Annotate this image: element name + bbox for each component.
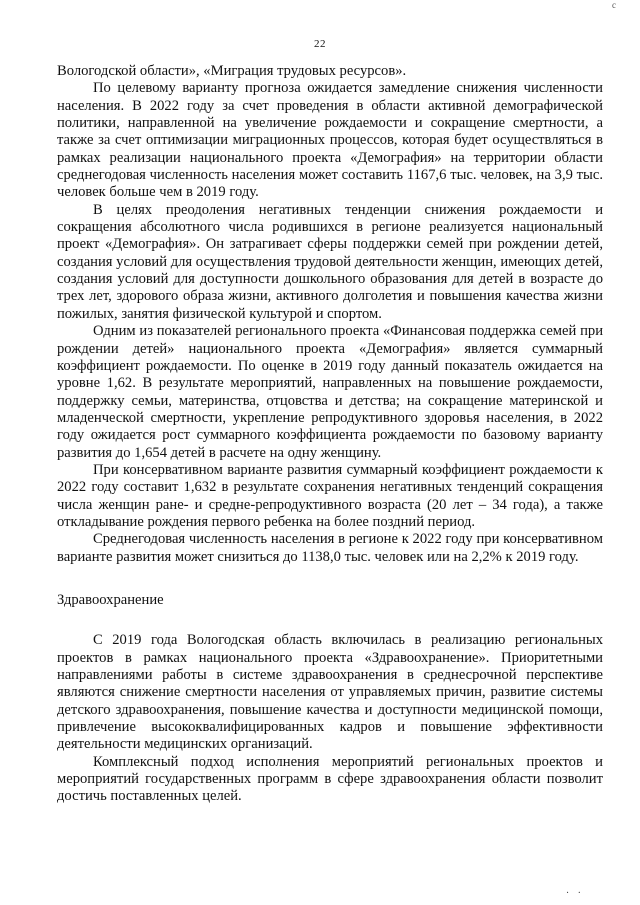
document-body <box>57 63 603 806</box>
paragraph-target-forecast: По целевому варианту прогноза ожидается замедление снижения численности населения. В 2022 году за счет проведения в области активной демографической политики, направленной на увеличение рождаемости и сокращение смертности, а также за счет оптимизации миграционных процессов, которая будет осуществляться в рамках реализации национального проекта «Демография» на территории области среднегодовая численность населения может составить 1167,6 тыс. человек, на 3,9 тыс. человек больше чем в 2019 году. <box>57 80 603 201</box>
paragraph-fertility-indicator: Одним из показателей регионального проекта «Финансовая поддержка семей при рождении детей» национального проекта «Демография» является суммарный коэффициент рождаемости. По оценке в 2019 году данный показатель ожидается на уровне 1,62. В результате мероприятий, направленных на повышение рождаемости, поддержку семьи, материнства, отцовства и детства; на сокращение материнской и младенческой смертности, укрепление репродуктивного здоровья населения, в 2022 году ожидается рост суммарного коэффициента рождаемости по базовому варианту развития до 1,654 детей в расчете на одну женщину. <box>57 323 603 461</box>
paragraph-continuation: Вологодской области», «Миграция трудовых ресурсов». <box>57 63 407 79</box>
paragraph-conservative-variant: При консервативном варианте развития суммарный коэффициент рождаемости к 2022 году составит 1,632 в результате сохранения негативных тенденций сокращения числа женщин ране- и средне-репродуктивного возраста (20 лет – 34 года), а также откладывание рождения первого ребенка на более поздний период. <box>57 461 603 530</box>
paragraph-healthcare-projects: С 2019 года Вологодская область включилась в реализацию региональных проектов в рамках национального проекта «Здравоохранение». Приоритетными направлениями работы в системе здравоохранения в среднесрочной перспективе являются снижение смертности населения от управляемых причин, развитие системы детского здравоохранения, повышение качества и доступности медицинской помощи, привлечение высококвалифицированных кадров и повышение эффективности деятельности медицинских организаций. <box>57 632 603 753</box>
paragraph-healthcare-approach: Комплексный подход исполнения мероприятий региональных проектов и мероприятий государственных программ в сфере здравоохранения области позволит достичь поставленных целей. <box>57 753 603 805</box>
paragraph-demography-project: В целях преодоления негативных тенденции снижения рождаемости и сокращения абсолютного числа родившихся в регионе реализуется национальный проект «Демография». Он затрагивает сферы поддержки семей при рождении детей, создания условий для осуществления трудовой деятельности женщин, имеющих детей, создания условий для доступности дошкольного образования для детей в возрасте до трех лет, здорового образа жизни, активного долголетия и повышения качества жизни пожилых, занятия физической культурой и спортом. <box>57 201 603 322</box>
paragraph-population-forecast: Среднегодовая численность населения в регионе к 2022 году при консервативном варианте развития может снизиться до 1138,0 тыс. человек или на 2,2% к 2019 году. <box>57 531 603 565</box>
corner-mark: с <box>612 0 616 10</box>
page-number: 22 <box>314 38 326 50</box>
bottom-mark: · · <box>565 888 584 899</box>
section-title-healthcare: Здравоохранение <box>57 591 164 608</box>
